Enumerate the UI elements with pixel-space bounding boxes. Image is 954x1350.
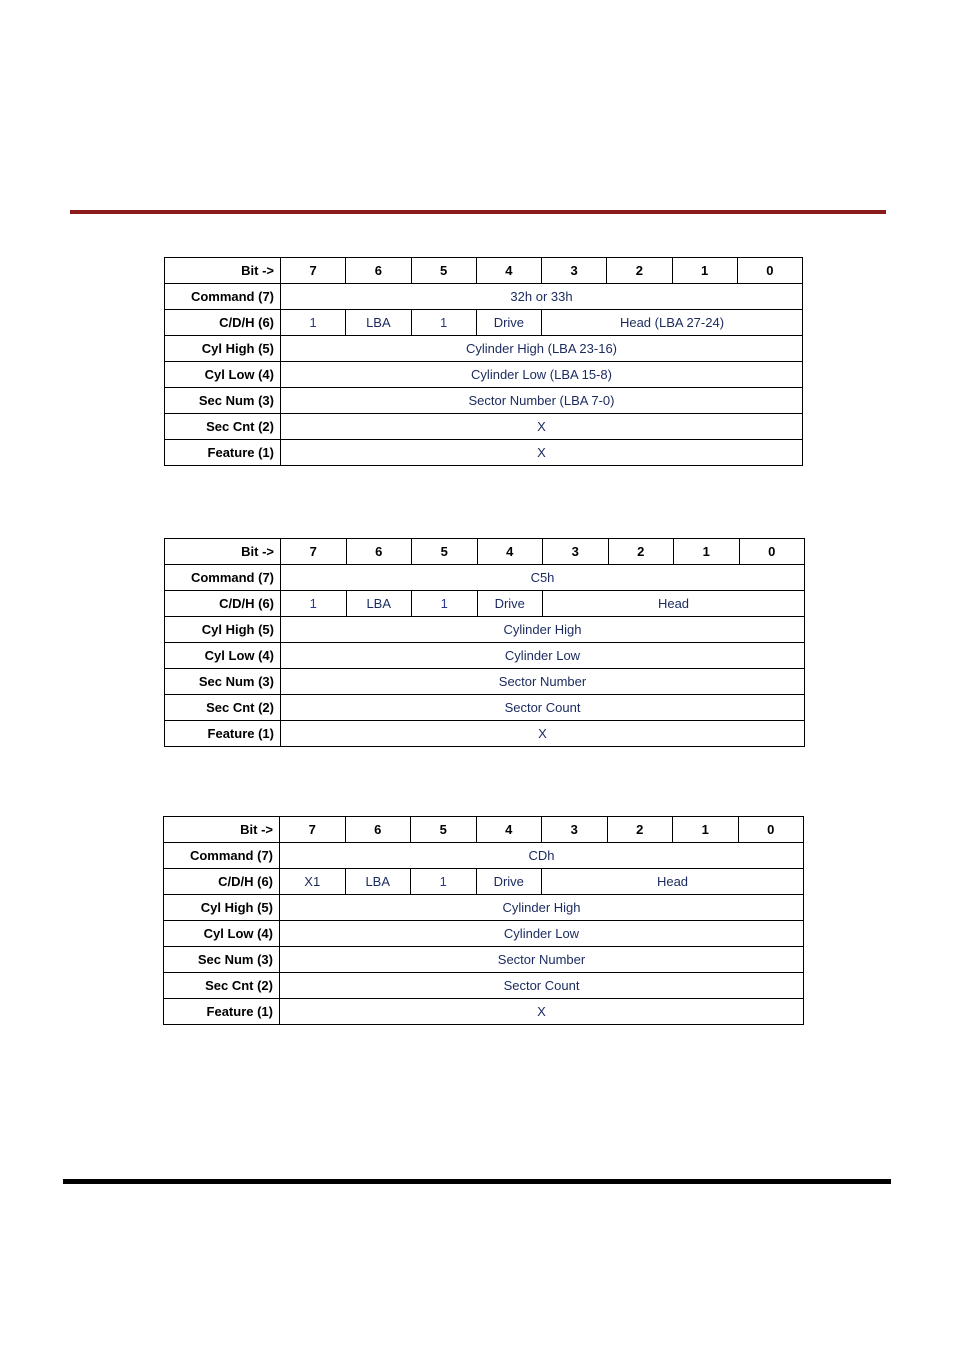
- cdh-head: Head (LBA 27-24): [542, 310, 803, 336]
- bit-2: 2: [607, 817, 673, 843]
- cyl-low-label: Cyl Low (4): [165, 643, 281, 669]
- cyl-high-row: [164, 895, 804, 921]
- bit-header-row: [165, 258, 803, 284]
- cyl-low-label: Cyl Low (4): [164, 921, 280, 947]
- bit-6: 6: [345, 817, 411, 843]
- feature-value: X: [281, 440, 803, 466]
- sec-num-value: Sector Number: [281, 669, 805, 695]
- command-row: [165, 565, 805, 591]
- bit-2: 2: [608, 539, 674, 565]
- cyl-high-label: Cyl High (5): [164, 895, 280, 921]
- cyl-high-value: Cylinder High (LBA 23-16): [281, 336, 803, 362]
- bit-5: 5: [411, 817, 477, 843]
- cdh-label: C/D/H (6): [164, 869, 280, 895]
- bit-4: 4: [477, 539, 543, 565]
- cyl-low-value: Cylinder Low (LBA 15-8): [281, 362, 803, 388]
- sec-cnt-value: Sector Count: [281, 695, 805, 721]
- feature-label: Feature (1): [165, 721, 281, 747]
- cyl-high-row: [165, 336, 803, 362]
- command-row: [165, 284, 803, 310]
- sec-cnt-value: Sector Count: [280, 973, 804, 999]
- bit-7: 7: [281, 258, 346, 284]
- cdh-bit-5: 1: [412, 591, 478, 617]
- cdh-bit-6: LBA: [346, 310, 411, 336]
- sec-cnt-row: [165, 695, 805, 721]
- cdh-head: Head: [542, 869, 804, 895]
- sec-cnt-row: [165, 414, 803, 440]
- sec-num-row: [165, 388, 803, 414]
- feature-row: [165, 440, 803, 466]
- bit-6: 6: [346, 539, 412, 565]
- command-label: Command (7): [164, 843, 280, 869]
- cdh-bit-6: LBA: [346, 591, 412, 617]
- sec-num-label: Sec Num (3): [165, 669, 281, 695]
- cdh-label: C/D/H (6): [165, 591, 281, 617]
- cyl-low-row: [165, 643, 805, 669]
- sec-num-value: Sector Number (LBA 7-0): [281, 388, 803, 414]
- sec-cnt-value: X: [281, 414, 803, 440]
- sec-num-row: [165, 669, 805, 695]
- bit-header-row: [165, 539, 805, 565]
- bit-0: 0: [738, 817, 804, 843]
- bit-2: 2: [607, 258, 672, 284]
- command-label: Command (7): [165, 565, 281, 591]
- bit-3: 3: [543, 539, 609, 565]
- bit-0: 0: [737, 258, 802, 284]
- sec-num-value: Sector Number: [280, 947, 804, 973]
- cyl-high-label: Cyl High (5): [165, 617, 281, 643]
- cdh-bit-6: LBA: [345, 869, 411, 895]
- sec-num-label: Sec Num (3): [165, 388, 281, 414]
- bit-label: Bit ->: [165, 258, 281, 284]
- command-value: 32h or 33h: [281, 284, 803, 310]
- register-table-cdh: [163, 816, 804, 1025]
- cyl-low-row: [165, 362, 803, 388]
- cyl-low-label: Cyl Low (4): [165, 362, 281, 388]
- cyl-low-value: Cylinder Low: [280, 921, 804, 947]
- command-value: CDh: [280, 843, 804, 869]
- feature-value: X: [280, 999, 804, 1025]
- cyl-high-row: [165, 617, 805, 643]
- bit-5: 5: [412, 539, 478, 565]
- cyl-high-label: Cyl High (5): [165, 336, 281, 362]
- bit-5: 5: [411, 258, 476, 284]
- cdh-bit-4: Drive: [476, 869, 542, 895]
- command-row: [164, 843, 804, 869]
- register-table-read-multiple: [164, 257, 803, 466]
- sec-cnt-label: Sec Cnt (2): [165, 695, 281, 721]
- bit-1: 1: [673, 817, 739, 843]
- bit-4: 4: [476, 258, 541, 284]
- header-rule: [70, 210, 886, 214]
- register-table-c5h: [164, 538, 805, 747]
- cdh-bit-7: 1: [281, 310, 346, 336]
- cdh-row: [165, 310, 803, 336]
- cdh-bit-4: Drive: [476, 310, 541, 336]
- command-value: C5h: [281, 565, 805, 591]
- footer-rule: [63, 1179, 891, 1184]
- feature-row: [165, 721, 805, 747]
- sec-cnt-label: Sec Cnt (2): [165, 414, 281, 440]
- feature-label: Feature (1): [165, 440, 281, 466]
- sec-cnt-label: Sec Cnt (2): [164, 973, 280, 999]
- bit-1: 1: [674, 539, 740, 565]
- bit-3: 3: [542, 258, 607, 284]
- bit-0: 0: [739, 539, 805, 565]
- cdh-bit-7: X1: [280, 869, 346, 895]
- cyl-low-row: [164, 921, 804, 947]
- sec-cnt-row: [164, 973, 804, 999]
- bit-7: 7: [281, 539, 347, 565]
- bit-3: 3: [542, 817, 608, 843]
- command-label: Command (7): [165, 284, 281, 310]
- bit-header-row: [164, 817, 804, 843]
- cdh-row: [165, 591, 805, 617]
- feature-row: [164, 999, 804, 1025]
- cdh-row: [164, 869, 804, 895]
- cdh-bit-7: 1: [281, 591, 347, 617]
- cyl-high-value: Cylinder High: [281, 617, 805, 643]
- bit-4: 4: [476, 817, 542, 843]
- bit-label: Bit ->: [164, 817, 280, 843]
- cdh-bit-5: 1: [411, 310, 476, 336]
- bit-7: 7: [280, 817, 346, 843]
- cdh-bit-4: Drive: [477, 591, 543, 617]
- bit-1: 1: [672, 258, 737, 284]
- bit-label: Bit ->: [165, 539, 281, 565]
- feature-label: Feature (1): [164, 999, 280, 1025]
- bit-6: 6: [346, 258, 411, 284]
- cyl-high-value: Cylinder High: [280, 895, 804, 921]
- cdh-label: C/D/H (6): [165, 310, 281, 336]
- cdh-head: Head: [543, 591, 805, 617]
- cdh-bit-5: 1: [411, 869, 477, 895]
- cyl-low-value: Cylinder Low: [281, 643, 805, 669]
- sec-num-label: Sec Num (3): [164, 947, 280, 973]
- feature-value: X: [281, 721, 805, 747]
- sec-num-row: [164, 947, 804, 973]
